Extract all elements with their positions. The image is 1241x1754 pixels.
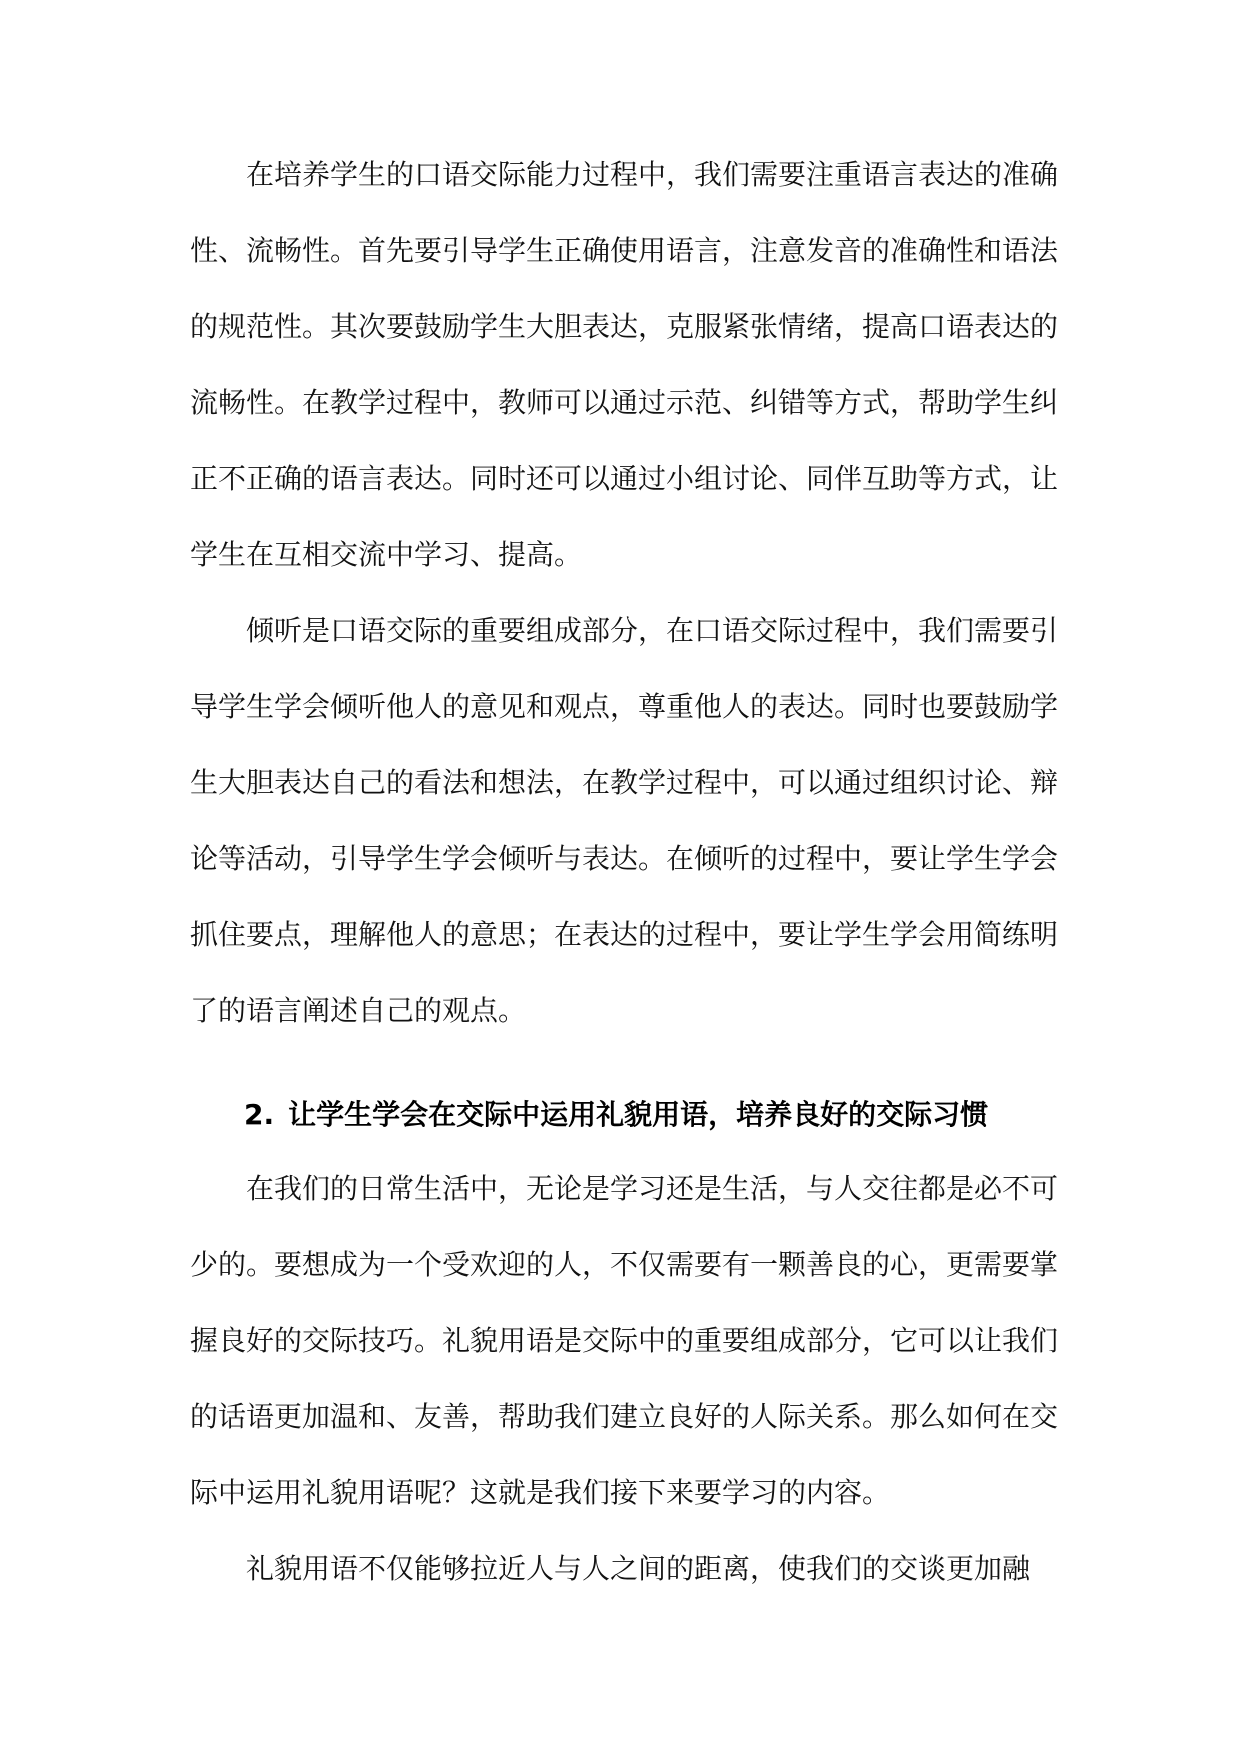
paragraph-oral-communication: 在培养学生的口语交际能力过程中，我们需要注重语言表达的准确性、流畅性。首先要引导学生正确使用语言，注意发音的准确性和语法的规范性。其次要鼓励学生大胆表达，克服紧张情绪，提高口语表达的流畅性。在教学过程中，教师可以通过示范、纠错等方式，帮助学生纠正不正确的语言表达。同时还可以通过小组讨论、同伴互助等方式，让学生在互相交流中学习、提高。 — [190, 158, 1059, 571]
paragraph-listening: 倾听是口语交际的重要组成部分，在口语交际过程中，我们需要引导学生学会倾听他人的意见和观点，尊重他人的表达。同时也要鼓励学生大胆表达自己的看法和想法，在教学过程中，可以通过组织讨论、辩论等活动，引导学生学会倾听与表达。在倾听的过程中，要让学生学会抓住要点，理解他人的意思；在表达的过程中，要让学生学会用简练明了的语言阐述自己的观点。 — [190, 614, 1059, 1027]
section-heading — [190, 1077, 1058, 1153]
section-title: 让学生学会在交际中运用礼貌用语，培养良好的交际习惯 — [288, 1098, 989, 1131]
document-body — [190, 137, 1058, 1607]
section-number: 2. — [244, 1098, 275, 1131]
paragraph-daily-life: 在我们的日常生活中，无论是学习还是生活，与人交往都是必不可少的。要想成为一个受欢迎的人，不仅需要有一颗善良的心，更需要掌握良好的交际技巧。礼貌用语是交际中的重要组成部分，它可以让我们的话语更加温和、友善，帮助我们建立良好的人际关系。那么如何在交际中运用礼貌用语呢？这就是我们接下来要学习的内容。 — [190, 1172, 1059, 1509]
paragraph-polite-language: 礼貌用语不仅能够拉近人与人之间的距离，使我们的交谈更加融 — [246, 1552, 1031, 1585]
